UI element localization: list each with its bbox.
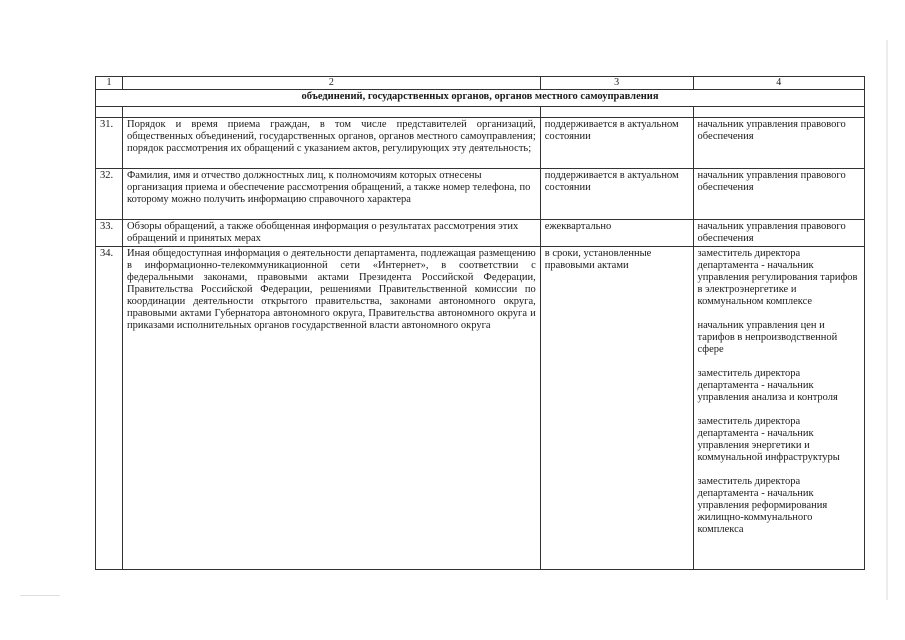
table-row [96, 118, 865, 169]
section-title: объединений, государственных органов, органов местного самоуправления [96, 90, 865, 107]
responsible-entry: заместитель директора департамента - начальник управления реформирования жилищно-коммунального комплекса [697, 476, 828, 535]
row-number: 32. [96, 169, 123, 220]
row-description: Фамилия, имя и отчество должностных лиц, к полномочиям которых отнесены организация приема и обеспечение рассмотрения обращений, а также номер телефона, по которому можно получить информацию справочного характера [123, 169, 541, 220]
responsible-entry: начальник управления цен и тарифов в непроизводственной сфере [697, 320, 838, 355]
responsible-entry: начальник управления правового обеспечения [697, 221, 846, 244]
spacer-row [96, 107, 865, 118]
row-number: 33. [96, 220, 123, 247]
responsible-entry: начальник управления правового обеспечения [697, 170, 846, 193]
row-description: Порядок и время приема граждан, в том числе представителей организаций, общественных объединений, государственных органов, органов местного самоуправления; порядок рассмотрения их обращений с указанием актов, регулирующих эту деятельность; [123, 118, 541, 169]
scan-artifact [20, 595, 60, 596]
responsible-entry: заместитель директора департамента - начальник управления энергетики и коммунальной инфраструктуры [697, 416, 840, 463]
scan-artifact [886, 40, 888, 600]
row-number: 34. [96, 247, 123, 570]
row-period: в сроки, установленные правовыми актами [540, 247, 693, 570]
table-row [96, 247, 865, 570]
section-row [96, 90, 865, 107]
row-period: поддерживается в актуальном состоянии [540, 169, 693, 220]
table-row [96, 220, 865, 247]
row-period: ежеквартально [540, 220, 693, 247]
row-responsible [693, 118, 864, 169]
responsible-entry: начальник управления правового обеспечения [697, 119, 846, 142]
column-number-row [96, 77, 865, 90]
column-number-3: 3 [540, 77, 693, 90]
table-row [96, 169, 865, 220]
column-number-1: 1 [96, 77, 123, 90]
responsible-entry: заместитель директора департамента - начальник управления регулирования тарифов в электроэнергетике и коммунальном комплексе [697, 248, 858, 307]
column-number-2: 2 [123, 77, 541, 90]
responsible-entry: заместитель директора департамента - начальник управления анализа и контроля [697, 368, 838, 403]
row-period: поддерживается в актуальном состоянии [540, 118, 693, 169]
row-responsible [693, 169, 864, 220]
column-number-4: 4 [693, 77, 864, 90]
row-number: 31. [96, 118, 123, 169]
row-description: Обзоры обращений, а также обобщенная информация о результатах рассмотрения этих обращений и принятых мерах [123, 220, 541, 247]
row-responsible [693, 220, 864, 247]
row-responsible [693, 247, 864, 570]
disclosure-table [95, 76, 865, 570]
row-description: Иная общедоступная информация о деятельности департамента, подлежащая размещению в информационно-телекоммуникационной сети «Интернет», в соответствии с федеральными законами, правовыми актами Президента Российской Федерации, Правительства Российской Федерации, решениями Правительственной комиссии по координации деятельности открытого правительства, законами автономного округа, правовыми актами Губернатора автономного округа, Правительства автономного округа и приказами исполнительных органов государственной власти автономного округа [123, 247, 541, 570]
